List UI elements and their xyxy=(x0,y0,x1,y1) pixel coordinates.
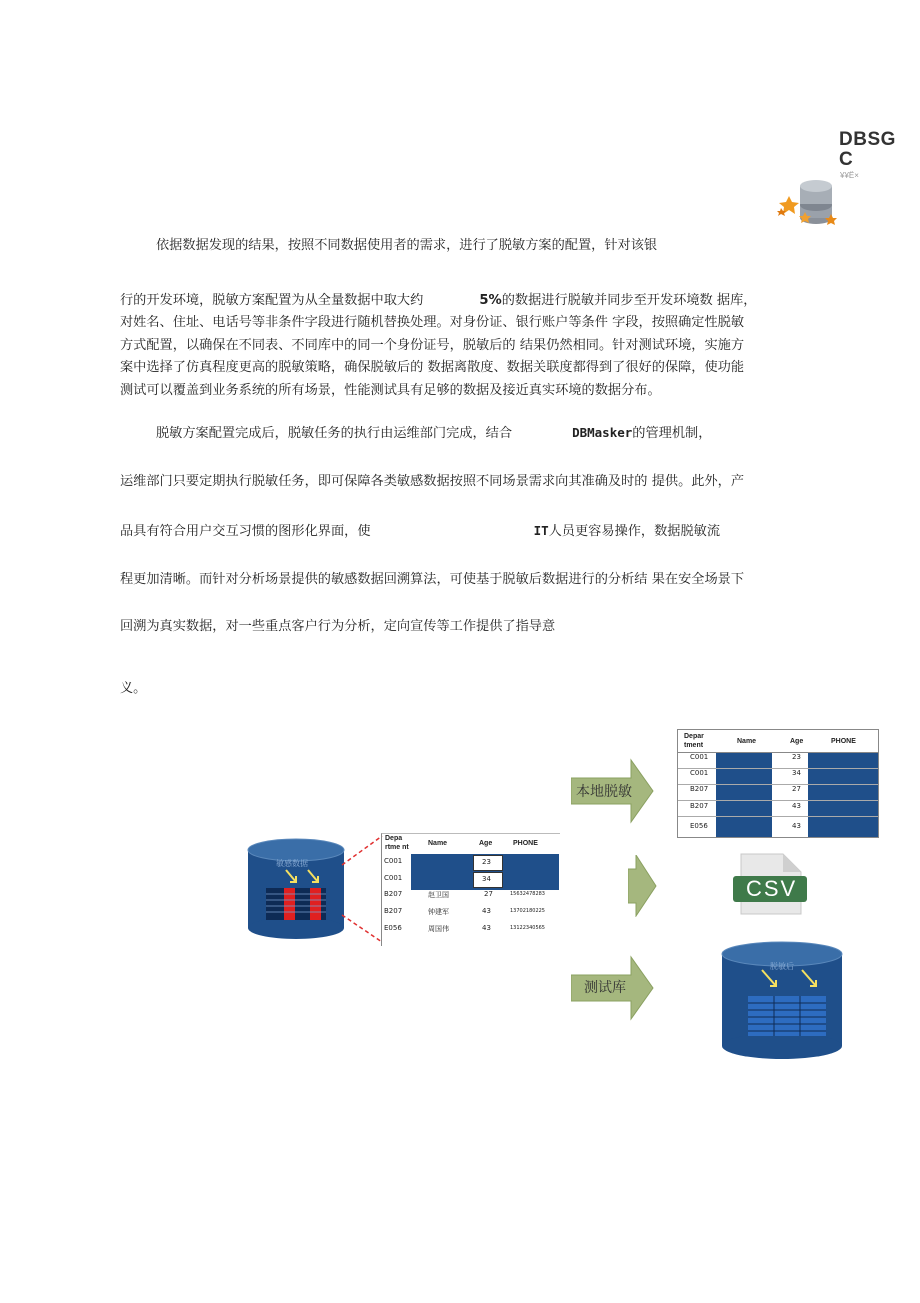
product-name: DBMasker xyxy=(572,425,633,440)
table-cell: C001 xyxy=(384,874,403,882)
source-data-table xyxy=(381,833,560,946)
paragraph-1-line-4: 方式配置，以确保在不同表、不同库中的同一个身份证号，脱敏后的 结果仍然相同。针对测试环境，实施方 xyxy=(120,338,745,353)
result-header-phone: PHONE xyxy=(831,738,856,745)
it-abbrev: IT xyxy=(533,523,549,538)
masked-db-label: 脱敏后 xyxy=(770,962,794,971)
table-header-name: Name xyxy=(428,840,448,847)
table-cell: 周国伟 xyxy=(428,925,449,933)
text-segment: 脱敏方案配置完成后，脱敏任务的执行由运维部门完成，结合 xyxy=(156,426,513,441)
table-cell: 43 xyxy=(482,907,491,915)
table-cell: 23 xyxy=(792,753,801,761)
result-header-age: Age xyxy=(790,738,804,745)
result-header-department: Depar tment xyxy=(684,733,704,749)
table-cell: 13702180225 xyxy=(510,908,545,914)
table-cell: B207 xyxy=(384,890,403,898)
text-segment: 行的开发环境，脱敏方案配置为从全量数据中取大约 xyxy=(120,293,424,308)
csv-label: CSV xyxy=(746,876,798,901)
table-cell: C001 xyxy=(384,857,403,865)
paragraph-2-line-4: 程更加清晰。而针对分析场景提供的敏感数据回溯算法，可使基于脱敏后数据进行的分析结 果在安全场景下 xyxy=(120,572,745,587)
arrow-label-test-db: 测试库 xyxy=(584,980,626,996)
arrow-label-local-masking: 本地脱敏 xyxy=(576,784,632,800)
table-cell: 43 xyxy=(792,822,801,830)
text-segment: 品具有符合用户交互习惯的图形化界面，使 xyxy=(120,524,371,539)
database-logo-icon xyxy=(773,178,848,233)
percent-value: 5% xyxy=(479,293,502,308)
table-cell: C001 xyxy=(690,769,709,777)
table-cell: B207 xyxy=(690,802,709,810)
table-cell: 钟建军 xyxy=(428,908,449,916)
arrow-csv xyxy=(628,855,658,917)
text-segment: 的数据进行脱敏并同步至开发环境数 据库， xyxy=(501,293,757,308)
table-cell: 赵卫国 xyxy=(428,891,449,899)
table-header-age: Age xyxy=(479,840,493,847)
text-segment: 的管理机制， xyxy=(632,426,712,441)
paragraph-1-line-1: 依据数据发现的结果，按照不同数据使用者的需求，进行了脱敏方案的配置，针对该银 xyxy=(156,238,658,253)
masked-database-icon xyxy=(720,940,844,1062)
paragraph-2-line-1 xyxy=(156,422,711,446)
paragraph-1-line-5: 案中选择了仿真程度更高的脱敏策略，确保脱敏后的 数据离散度、数据关联度都得到了很好的保障，使功能 xyxy=(120,360,745,375)
row-divider xyxy=(678,816,878,817)
table-cell: E056 xyxy=(690,822,708,830)
table-cell: C001 xyxy=(690,753,709,761)
table-cell: 34 xyxy=(792,769,801,777)
table-header-phone: PHONE xyxy=(513,840,538,847)
paragraph-2-line-5: 回溯为真实数据，对一些重点客户行为分析，定向宣传等工作提供了指导意 xyxy=(120,619,556,634)
table-cell: B207 xyxy=(384,907,403,915)
table-cell: 23 xyxy=(482,858,491,866)
table-header-department: Depa rtme nt xyxy=(385,835,409,851)
table-cell: 27 xyxy=(792,785,801,793)
logo-title xyxy=(839,130,896,170)
paragraph-1-line-6: 测试可以覆盖到业务系统的所有场景，性能测试具有足够的数据及接近真实环境的数据分布。 xyxy=(120,383,661,398)
paragraph-2-line-3 xyxy=(120,520,720,544)
logo-subtitle: ¥¥Ë× xyxy=(840,171,859,180)
table-cell: 34 xyxy=(482,875,491,883)
table-cell: 43 xyxy=(482,924,491,932)
paragraph-1-line-2 xyxy=(120,290,756,313)
paragraph-1-line-3: 对姓名、住址、电话号等非条件字段进行随机替换处理。对身份证、银行账户等条件 字段，按照确定性脱敏 xyxy=(120,315,745,330)
table-cell: B207 xyxy=(690,785,709,793)
table-cell: 13122340565 xyxy=(510,925,545,931)
table-cell: 43 xyxy=(792,802,801,810)
paragraph-2-line-6: 义。 xyxy=(120,681,147,696)
source-db-label: 敏感数据 xyxy=(276,859,308,868)
logo-title-line1: DBSG xyxy=(839,129,896,150)
source-database-icon xyxy=(246,838,346,943)
row-divider xyxy=(678,800,878,801)
table-cell: 27 xyxy=(484,890,493,898)
logo-title-line2: C xyxy=(839,149,854,170)
result-header-name: Name xyxy=(737,738,757,745)
masked-result-table xyxy=(677,729,879,838)
text-segment: 人员更容易操作，数据脱敏流 xyxy=(548,524,721,539)
table-cell: E056 xyxy=(384,924,402,932)
paragraph-2-line-2: 运维部门只要定期执行脱敏任务，即可保障各类敏感数据按照不同场景需求向其准确及时的 提供。此外，产 xyxy=(120,474,745,489)
table-cell: 15632478283 xyxy=(510,891,545,897)
